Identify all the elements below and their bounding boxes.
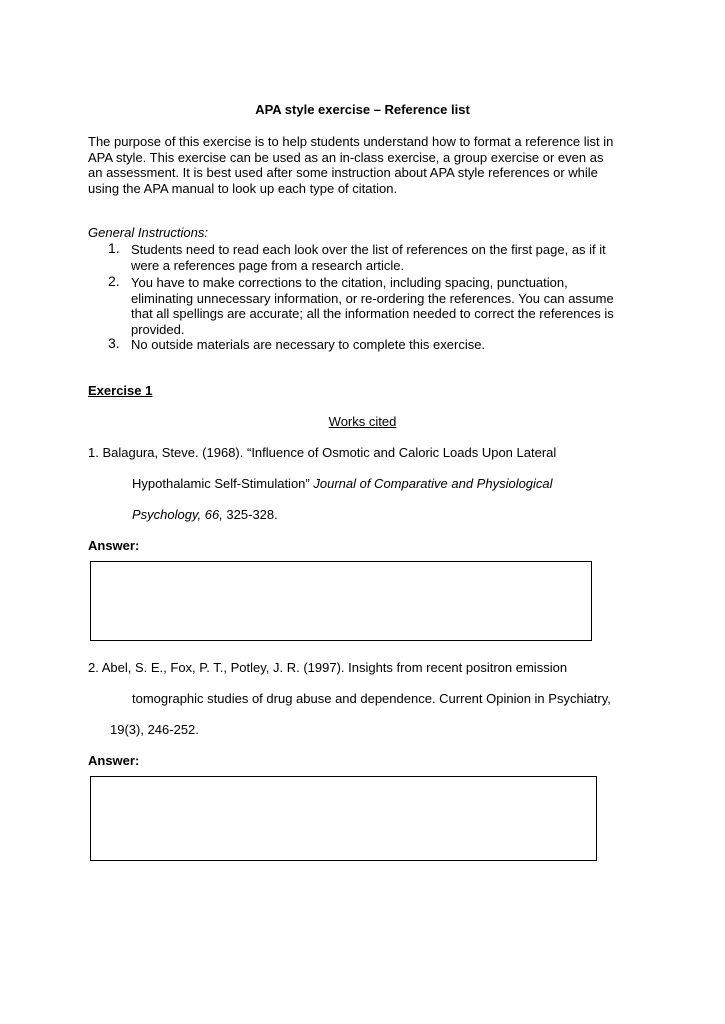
- general-instructions-heading: General Instructions:: [88, 225, 208, 240]
- purpose-paragraph: [88, 134, 648, 196]
- instruction-item: [108, 337, 648, 353]
- journal-volume: Psychology, 66,: [132, 507, 223, 522]
- reference-1-line-3: [132, 507, 278, 523]
- answer-label: Answer:: [88, 753, 140, 768]
- reference-2-line-2: tomographic studies of drug abuse and dependence. Current Opinion in Psychiatry,: [132, 691, 611, 706]
- instruction-line: that all spellings are accurate; all the information needed to correct the references is: [131, 306, 614, 321]
- journal-title: Journal of Comparative and Physiological: [313, 476, 553, 491]
- instruction-line: eliminating unnecessary information, or re-ordering the references. You can assume: [131, 290, 614, 306]
- reference-text: Hypothalamic Self-Stimulation”: [132, 476, 314, 491]
- instruction-number: 1.: [108, 240, 120, 256]
- instruction-item: [108, 242, 648, 273]
- instruction-item: [108, 275, 648, 337]
- purpose-line: using the APA manual to look up each type of citation.: [88, 180, 398, 196]
- works-cited-heading: Works cited: [328, 414, 397, 429]
- reference-1-line-2: [132, 476, 553, 492]
- answer-box[interactable]: [90, 561, 592, 641]
- instruction-number: 3.: [108, 335, 120, 351]
- reference-pages: 325-328.: [222, 507, 278, 522]
- reference-2-line-1: 2. Abel, S. E., Fox, P. T., Potley, J. R. (1997). Insights from recent positron emission: [88, 660, 568, 675]
- reference-2-line-3: 19(3), 246-252.: [110, 722, 199, 737]
- instruction-line: Students need to read each look over the list of references on the first page, as if it: [131, 242, 606, 257]
- instruction-line: were a references page from a research article.: [131, 257, 405, 273]
- answer-label: Answer:: [88, 538, 140, 553]
- document-title: APA style exercise – Reference list: [255, 102, 470, 117]
- purpose-line: an assessment. It is best used after some instruction about APA style references or while: [88, 165, 598, 180]
- instruction-line: You have to make corrections to the citation, including spacing, punctuation,: [131, 275, 568, 290]
- exercise-heading: Exercise 1: [88, 383, 153, 398]
- purpose-line: APA style. This exercise can be used as an in-class exercise, a group exercise or even as: [88, 149, 604, 165]
- reference-1-line-1: 1. Balagura, Steve. (1968). “Influence of Osmotic and Caloric Loads Upon Lateral: [88, 445, 557, 460]
- instruction-number: 2.: [108, 273, 120, 289]
- instruction-line: provided.: [131, 321, 185, 337]
- purpose-line: The purpose of this exercise is to help students understand how to format a reference list in: [88, 134, 614, 149]
- instruction-line: No outside materials are necessary to complete this exercise.: [131, 337, 486, 352]
- answer-box[interactable]: [90, 776, 597, 861]
